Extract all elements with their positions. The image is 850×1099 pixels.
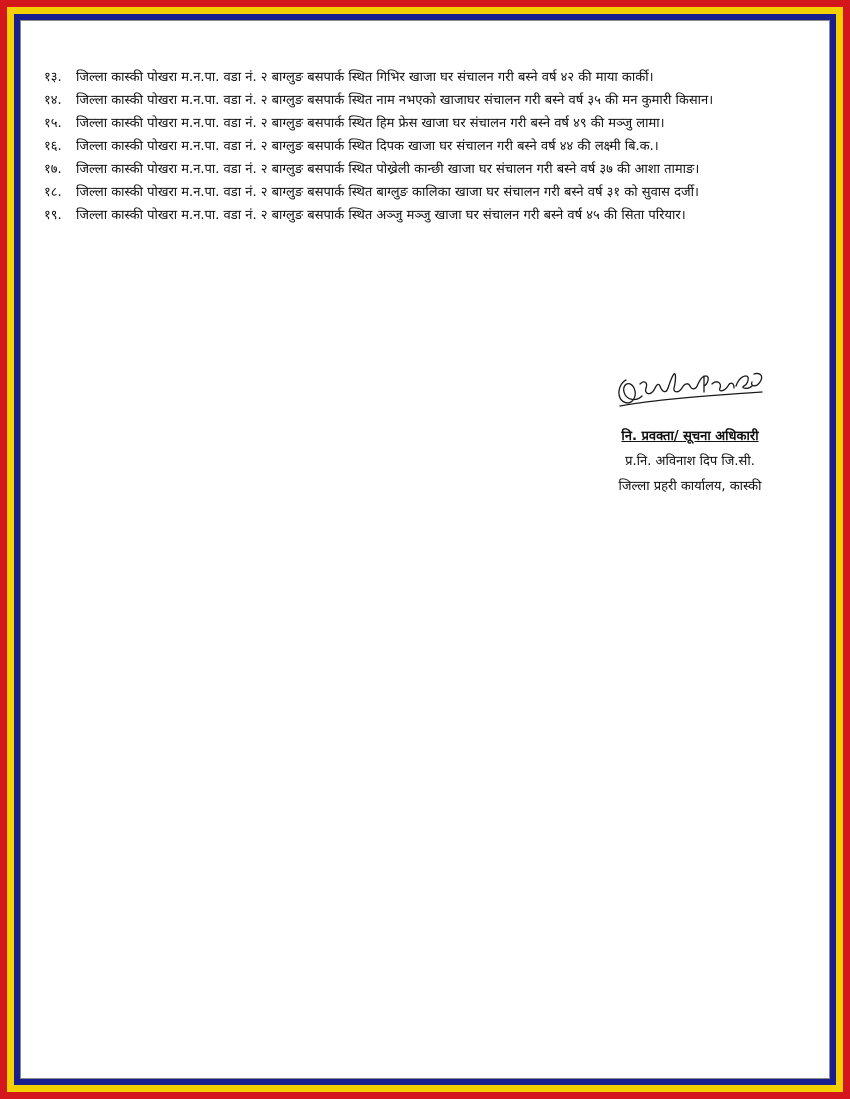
item-text: जिल्ला कास्की पोखरा म.न.पा. वडा नं. २ बाग्लुङ बसपार्क स्थित नाम नभएको खाजाघर संचालन गरी बस्ने वर्ष ३५ की मन कुमारी किसान। [76, 93, 714, 108]
item-number: १५. [44, 116, 62, 131]
list-item [44, 158, 830, 181]
document-body [44, 66, 830, 227]
signatory-block [590, 424, 790, 499]
item-number: १८. [44, 185, 62, 200]
item-text: जिल्ला कास्की पोखरा म.न.पा. वडा नं. २ बाग्लुङ बसपार्क स्थित हिम फ्रेस खाजा घर संचालन गरी बस्ने वर्ष ४९ की मञ्जु लामा। [76, 116, 665, 131]
signatory-name: प्र.नि. अविनाश दिप जि.सी. [625, 454, 755, 469]
item-text: जिल्ला कास्की पोखरा म.न.पा. वडा नं. २ बाग्लुङ बसपार्क स्थित अञ्जु मञ्जु खाजा घर संचालन गरी बस्ने वर्ष ४५ की सिता परियार। [76, 208, 686, 223]
handwritten-signature [612, 362, 772, 412]
item-number: १४. [44, 93, 62, 108]
signatory-title: नि. प्रवक्ता/ सूचना अधिकारी [621, 429, 759, 444]
list-item [44, 66, 830, 89]
list-item [44, 112, 830, 135]
list-item [44, 89, 830, 112]
item-number: १६. [44, 139, 62, 154]
item-text: जिल्ला कास्की पोखरा म.न.पा. वडा नं. २ बाग्लुङ बसपार्क स्थित बाग्लुङ कालिका खाजा घर संचालन गरी बस्ने वर्ष ३१ को सुवास दर्जी। [76, 185, 699, 200]
signatory-office: जिल्ला प्रहरी कार्यालय, कास्की [618, 479, 762, 494]
item-number: १७. [44, 162, 62, 177]
item-text: जिल्ला कास्की पोखरा म.न.पा. वडा नं. २ बाग्लुङ बसपार्क स्थित दिपक खाजा घर संचालन गरी बस्ने वर्ष ४४ की लक्ष्मी बि.क.। [76, 139, 659, 154]
item-text: जिल्ला कास्की पोखरा म.न.पा. वडा नं. २ बाग्लुङ बसपार्क स्थित पोख्रेली कान्छी खाजा घर संचालन गरी बस्ने वर्ष ३७ की आशा तामाङ। [76, 162, 700, 177]
item-number: १९. [44, 208, 62, 223]
list-item [44, 135, 830, 158]
list-item [44, 181, 830, 204]
list-item [44, 204, 830, 227]
item-text: जिल्ला कास्की पोखरा म.न.पा. वडा नं. २ बाग्लुङ बसपार्क स्थित गिभिर खाजा घर संचालन गरी बस्ने वर्ष ४२ की माया कार्की। [76, 70, 654, 85]
item-number: १३. [44, 70, 62, 85]
